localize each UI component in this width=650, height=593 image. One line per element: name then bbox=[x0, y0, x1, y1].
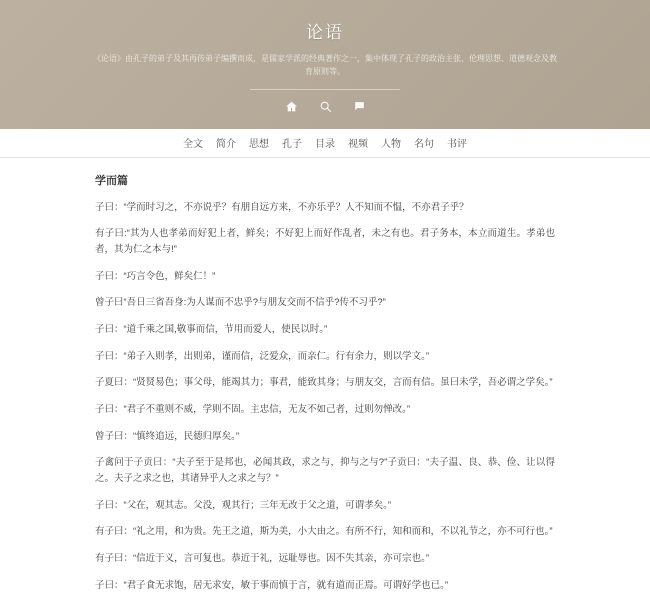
paragraph: 子曰：“父在，观其志。父没，观其行；三年无改于父之道，可谓孝矣。” bbox=[95, 499, 392, 511]
paragraph: 子曰：“学而时习之，不亦说乎？有朋自远方来，不亦乐乎？人不知而不愠，不亦君子乎？ bbox=[95, 201, 469, 213]
paragraph: 子曰：“弟子入则孝，出则弟，谨而信，泛爱众，而亲仁。行有余力，则以学文。” bbox=[95, 350, 430, 362]
paragraph: 有子曰：“信近于义，言可复也。恭近于礼，远耻辱也。因不失其亲，亦可宗也。” bbox=[95, 553, 430, 564]
paragraph: 子曰：“巧言令色，鲜矣仁！” bbox=[95, 270, 216, 282]
nav-item-jianjie[interactable]: 简介 bbox=[216, 139, 236, 151]
nav-item-shipin[interactable]: 视频 bbox=[348, 139, 368, 151]
paragraph: 子夏曰：“贤贤易色；事父母，能竭其力；事君，能致其身；与朋友交，言而有信。虽曰未学，吾必谓之学矣。” bbox=[95, 377, 553, 389]
paragraph: 子曰：“君子不重则不威，学则不固。主忠信，无友不如己者，过则勿惮改。” bbox=[95, 403, 411, 415]
paragraph: 曾子曰：“慎终追远，民德归厚矣。” bbox=[95, 430, 240, 442]
page-title: 论语 bbox=[306, 23, 344, 42]
nav-item-renwu[interactable]: 人物 bbox=[381, 139, 401, 151]
nav-item-shuping[interactable]: 书评 bbox=[447, 139, 467, 151]
chapter-title: 学而篇 bbox=[95, 174, 128, 187]
paragraph: 子曰：“君子食无求饱，居无求安，敏于事而慎于言，就有道而正焉。可谓好学也已。” bbox=[95, 579, 449, 591]
paragraph: 子曰：“道千乘之国,敬事而信，节用而爱人，使民以时。” bbox=[95, 323, 328, 335]
paragraph: 曾子曰“吾日三省吾身:为人谋而不忠乎?与朋友交而不信乎?传不习乎?” bbox=[95, 297, 386, 309]
main-navigation bbox=[0, 129, 650, 158]
nav-list bbox=[183, 135, 467, 150]
nav-item-mulu[interactable]: 目录 bbox=[315, 139, 335, 151]
paragraph: 子禽问于子贡曰：“夫子至于是邦也，必闻其政，求之与，抑与之与?”子贡曰：“夫子温、良、恭、俭、让以得之。夫子之求之也，其诸异乎人之求之与？” bbox=[95, 457, 555, 484]
comment-icon[interactable] bbox=[351, 99, 367, 115]
hero-icon-bar bbox=[0, 99, 650, 115]
paragraph: 有子曰:“其为人也孝弟而好犯上者，鲜矣；不好犯上而好作乱者，未之有也。君子务本，本立而道生。孝弟也者，其为仁之本与!” bbox=[95, 228, 555, 255]
nav-item-quanwen[interactable]: 全文 bbox=[183, 139, 203, 151]
hero-banner bbox=[0, 0, 650, 129]
paragraph: 有子曰：“礼之用，和为贵。先王之道，斯为美，小大由之。有所不行，知和而和，不以礼节之，亦不可行也。” bbox=[95, 526, 553, 538]
nav-item-sixiang[interactable]: 思想 bbox=[249, 139, 269, 151]
hero-divider bbox=[250, 89, 400, 90]
nav-item-mingju[interactable]: 名句 bbox=[414, 139, 434, 151]
nav-item-kongzi[interactable]: 孔子 bbox=[282, 139, 302, 151]
search-icon[interactable] bbox=[317, 99, 333, 115]
hero-description: 《论语》由孔子的弟子及其再传弟子编撰而成，是儒家学派的经典著作之一，集中体现了孔子的政治主张、伦理思想、道德观念及教育原则等。 bbox=[93, 54, 557, 76]
document-content bbox=[0, 158, 650, 593]
home-icon[interactable] bbox=[283, 99, 299, 115]
